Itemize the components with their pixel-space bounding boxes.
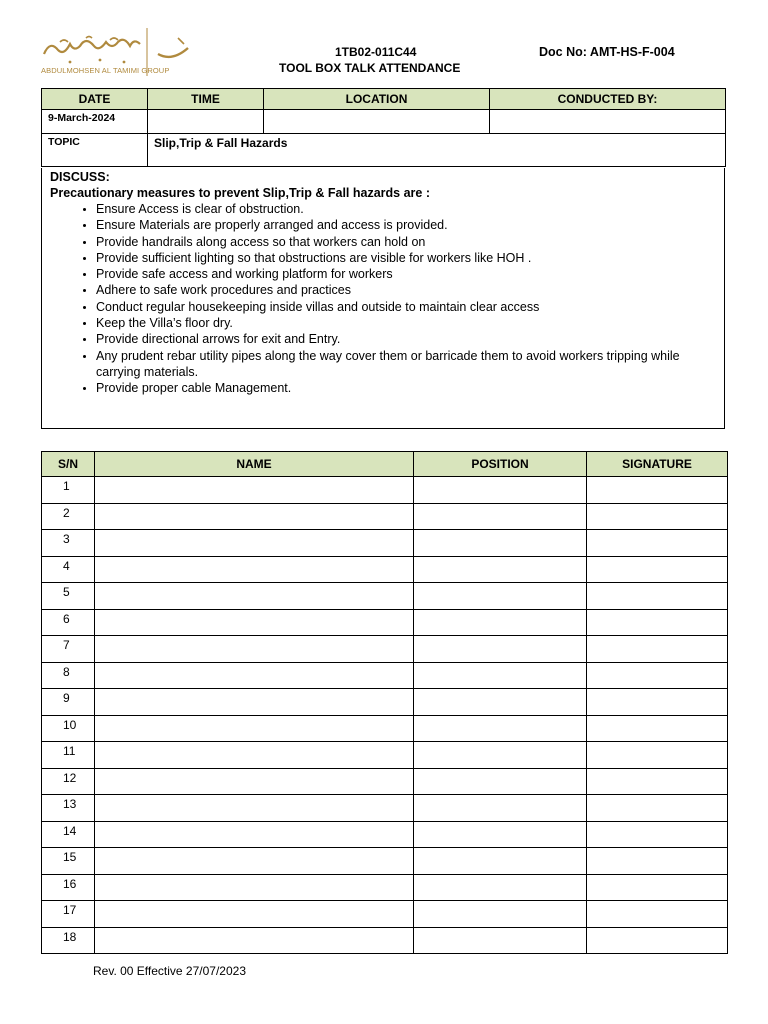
position-cell[interactable] <box>414 503 587 530</box>
name-cell[interactable] <box>95 821 414 848</box>
row-number: 5 <box>42 583 95 610</box>
list-item: • Keep the Villa’s floor dry. <box>96 315 716 331</box>
position-cell[interactable] <box>414 689 587 716</box>
discuss-intro: Precautionary measures to prevent Slip,Trip & Fall hazards are : <box>50 186 430 200</box>
date-header: DATE <box>42 89 148 110</box>
conducted-by-header: CONDUCTED BY: <box>490 89 726 110</box>
name-cell[interactable] <box>95 476 414 503</box>
signature-cell[interactable] <box>587 848 728 875</box>
position-cell[interactable] <box>414 556 587 583</box>
table-row <box>42 530 728 557</box>
signature-cell[interactable] <box>587 768 728 795</box>
position-cell[interactable] <box>414 768 587 795</box>
row-number: 9 <box>42 689 95 716</box>
conducted-by-value[interactable] <box>490 110 726 134</box>
name-cell[interactable] <box>95 848 414 875</box>
location-value[interactable] <box>264 110 490 134</box>
table-row <box>42 503 728 530</box>
list-item: • Conduct regular housekeeping inside villas and outside to maintain clear access <box>96 299 716 315</box>
attendance-rows <box>42 476 728 954</box>
list-item: • Ensure Materials are properly arranged and access is provided. <box>96 217 716 233</box>
row-number: 7 <box>42 636 95 663</box>
position-cell[interactable] <box>414 715 587 742</box>
signature-cell[interactable] <box>587 742 728 769</box>
table-row <box>42 689 728 716</box>
signature-cell[interactable] <box>587 689 728 716</box>
table-row <box>42 476 728 503</box>
position-cell[interactable] <box>414 795 587 822</box>
signature-cell[interactable] <box>587 901 728 928</box>
row-number: 14 <box>42 821 95 848</box>
discuss-section <box>41 168 725 429</box>
table-row <box>42 715 728 742</box>
name-cell[interactable] <box>95 530 414 557</box>
signature-cell[interactable] <box>587 927 728 954</box>
name-cell[interactable] <box>95 795 414 822</box>
logo-text: ABDULMOHSEN AL TAMIMI GROUP <box>41 66 170 75</box>
list-item: • Provide handrails along access so that workers can hold on <box>96 234 716 250</box>
position-cell[interactable] <box>414 927 587 954</box>
position-cell[interactable] <box>414 636 587 663</box>
signature-cell[interactable] <box>587 556 728 583</box>
list-item: • Ensure Access is clear of obstruction. <box>96 201 716 217</box>
row-number: 16 <box>42 874 95 901</box>
table-row <box>42 583 728 610</box>
position-header: POSITION <box>414 452 587 477</box>
table-row <box>42 636 728 663</box>
time-value[interactable] <box>148 110 264 134</box>
row-number: 13 <box>42 795 95 822</box>
location-header: LOCATION <box>264 89 490 110</box>
row-number: 4 <box>42 556 95 583</box>
list-item: • Provide directional arrows for exit and Entry. <box>96 331 716 347</box>
doc-number: Doc No: AMT-HS-F-004 <box>539 45 675 59</box>
table-row <box>42 927 728 954</box>
page-title: TOOL BOX TALK ATTENDANCE <box>279 61 461 75</box>
table-row <box>42 874 728 901</box>
name-cell[interactable] <box>95 874 414 901</box>
name-cell[interactable] <box>95 583 414 610</box>
position-cell[interactable] <box>414 609 587 636</box>
name-cell[interactable] <box>95 927 414 954</box>
name-cell[interactable] <box>95 689 414 716</box>
table-row <box>42 742 728 769</box>
position-cell[interactable] <box>414 662 587 689</box>
row-number: 6 <box>42 609 95 636</box>
row-number: 2 <box>42 503 95 530</box>
name-cell[interactable] <box>95 715 414 742</box>
row-number: 8 <box>42 662 95 689</box>
signature-cell[interactable] <box>587 795 728 822</box>
list-item: • Any prudent rebar utility pipes along the way cover them or barricade them to avoid workers tripping while carrying materials. <box>96 348 716 381</box>
row-number: 10 <box>42 715 95 742</box>
signature-cell[interactable] <box>587 503 728 530</box>
topic-label: TOPIC <box>42 134 148 167</box>
table-row <box>42 609 728 636</box>
attendance-table <box>41 451 728 954</box>
sn-header: S/N <box>42 452 95 477</box>
time-header: TIME <box>148 89 264 110</box>
name-cell[interactable] <box>95 742 414 769</box>
info-table <box>41 88 726 167</box>
name-cell[interactable] <box>95 901 414 928</box>
signature-cell[interactable] <box>587 821 728 848</box>
name-cell[interactable] <box>95 503 414 530</box>
document-code: 1TB02-011C44 <box>335 45 417 59</box>
name-header: NAME <box>95 452 414 477</box>
name-cell[interactable] <box>95 768 414 795</box>
precaution-list <box>50 201 716 397</box>
name-cell[interactable] <box>95 609 414 636</box>
position-cell[interactable] <box>414 583 587 610</box>
list-item: • Provide safe access and working platform for workers <box>96 266 716 282</box>
row-number: 12 <box>42 768 95 795</box>
signature-cell[interactable] <box>587 530 728 557</box>
position-cell[interactable] <box>414 742 587 769</box>
table-row <box>42 768 728 795</box>
position-cell[interactable] <box>414 874 587 901</box>
position-cell[interactable] <box>414 848 587 875</box>
discuss-label: DISCUSS: <box>50 170 110 184</box>
table-row <box>42 821 728 848</box>
row-number: 15 <box>42 848 95 875</box>
name-cell[interactable] <box>95 636 414 663</box>
position-cell[interactable] <box>414 530 587 557</box>
signature-cell[interactable] <box>587 715 728 742</box>
row-number: 18 <box>42 927 95 954</box>
signature-cell[interactable] <box>587 609 728 636</box>
table-row <box>42 662 728 689</box>
topic-value[interactable]: Slip,Trip & Fall Hazards <box>148 134 726 167</box>
table-row <box>42 848 728 875</box>
row-number: 17 <box>42 901 95 928</box>
date-value[interactable]: 9-March-2024 <box>42 110 148 134</box>
row-number: 1 <box>42 476 95 503</box>
table-row <box>42 795 728 822</box>
position-cell[interactable] <box>414 901 587 928</box>
table-row <box>42 556 728 583</box>
signature-cell[interactable] <box>587 476 728 503</box>
position-cell[interactable] <box>414 476 587 503</box>
revision-footer: Rev. 00 Effective 27/07/2023 <box>93 964 246 978</box>
signature-cell[interactable] <box>587 662 728 689</box>
name-cell[interactable] <box>95 662 414 689</box>
signature-header: SIGNATURE <box>587 452 728 477</box>
row-number: 3 <box>42 530 95 557</box>
list-item: • Provide proper cable Management. <box>96 380 716 396</box>
row-number: 11 <box>42 742 95 769</box>
signature-cell[interactable] <box>587 583 728 610</box>
signature-cell[interactable] <box>587 874 728 901</box>
table-row <box>42 901 728 928</box>
signature-cell[interactable] <box>587 636 728 663</box>
name-cell[interactable] <box>95 556 414 583</box>
position-cell[interactable] <box>414 821 587 848</box>
list-item: • Adhere to safe work procedures and practices <box>96 282 716 298</box>
list-item: • Provide sufficient lighting so that obstructions are visible for workers like HOH . <box>96 250 716 266</box>
